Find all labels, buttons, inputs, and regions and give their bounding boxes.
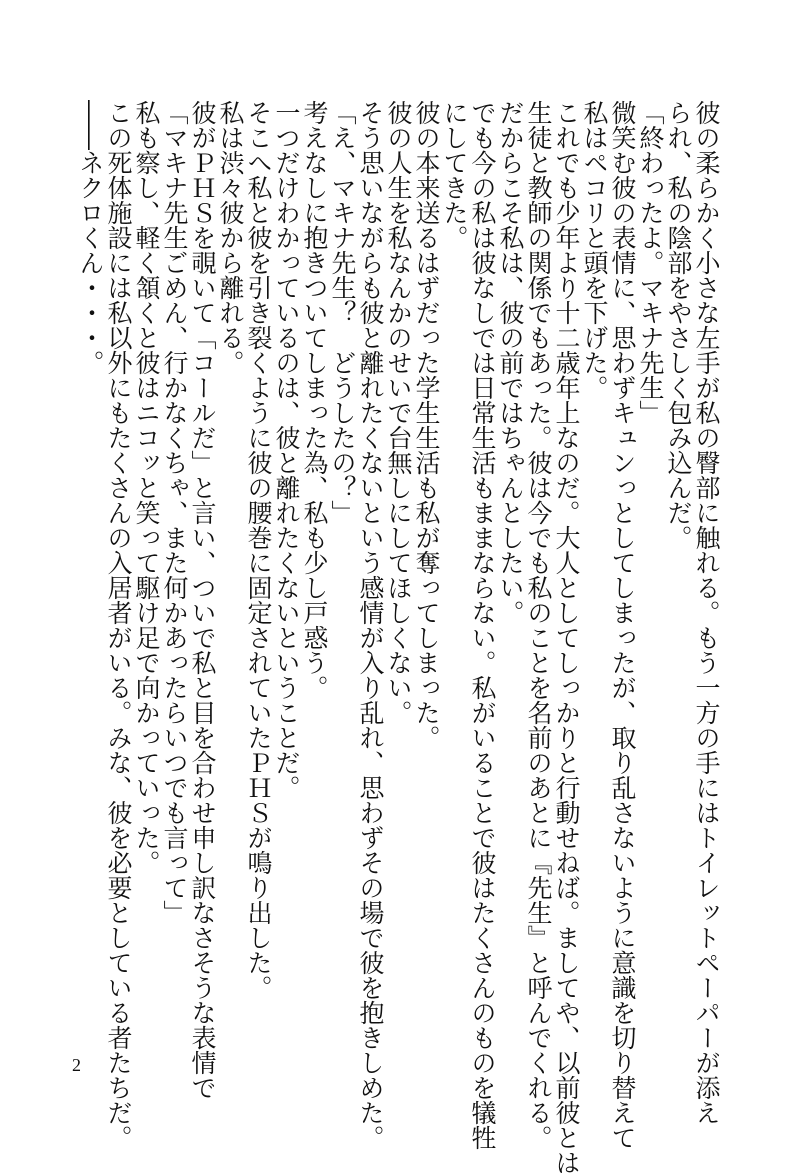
text-line: 「え、マキナ先生？ どうしたの？」 bbox=[328, 100, 357, 525]
vertical-text-body bbox=[76, 100, 721, 1175]
text-line: られ、私の陰部をやさしく包み込んだ。 bbox=[664, 100, 693, 550]
text-line: 生徒と教師の関係でもあった。彼は今でも私のことを名前のあとに『先生』と呼んでくれる。 bbox=[524, 100, 553, 1150]
text-line: 私も察し、軽く頷くと彼はニコッと笑って駆け足で向かっていった。 bbox=[132, 100, 161, 875]
text-line: 彼の柔らかく小さな左手が私の臀部に触れる。もう一方の手にはトイレットペーパーが添え bbox=[692, 100, 721, 1125]
text-line: ――ネクロくん・・・。 bbox=[76, 100, 105, 375]
text-line: 「マキナ先生ごめん、行かなくちゃ、また何かあったらいつでも言って」 bbox=[160, 100, 189, 925]
text-line: 私は渋々彼から離れる。 bbox=[216, 100, 245, 375]
text-line: 彼の人生を私なんかのせいで台無しにしてほしくない。 bbox=[384, 100, 413, 725]
text-line: でも今の私は彼なしでは日常生活もままならない。私がいることで彼はたくさんのものを犠牲 bbox=[468, 100, 497, 1150]
text-line: 「終わったよ。マキナ先生」 bbox=[636, 100, 665, 425]
text-line: にしてきた。 bbox=[440, 100, 469, 250]
text-line: 彼がＰＨＳを覗いて「コールだ」と言い、ついで私と目を合わせ申し訳なさそうな表情で bbox=[188, 100, 217, 1100]
text-line: 考えなしに抱きついてしまった為、私も少し戸惑う。 bbox=[300, 100, 329, 700]
text-line: そこへ私と彼を引き裂くように彼の腰巻に固定されていたＰＨＳが鳴り出した。 bbox=[244, 100, 273, 1000]
page-number: 2 bbox=[72, 1055, 81, 1075]
text-line: 私はペコリと頭を下げた。 bbox=[580, 100, 609, 400]
text-line: 微笑む彼の表情に、思わずキュンっとしてしまったが、取り乱さないように意識を切り替えて bbox=[608, 100, 637, 1150]
text-line: そう思いながらも彼と離れたくないという感情が入り乱れ、思わずその場で彼を抱きしめた。 bbox=[356, 100, 385, 1150]
text-line: 一つだけわかっているのは、彼と離れたくないということだ。 bbox=[272, 100, 301, 800]
text-line: だからこそ私は、彼の前ではちゃんとしたい。 bbox=[496, 100, 525, 625]
text-line: 彼の本来送るはずだった学生生活も私が奪ってしまった。 bbox=[412, 100, 441, 750]
text-line: これでも少年より十二歳年上なのだ。大人としてしっかりと行動せねば。ましてや、以前彼とは bbox=[552, 100, 581, 1175]
text-line: この死体施設には私以外にもたくさんの入居者がいる。みな、彼を必要としている者たちだ。 bbox=[104, 100, 133, 1150]
